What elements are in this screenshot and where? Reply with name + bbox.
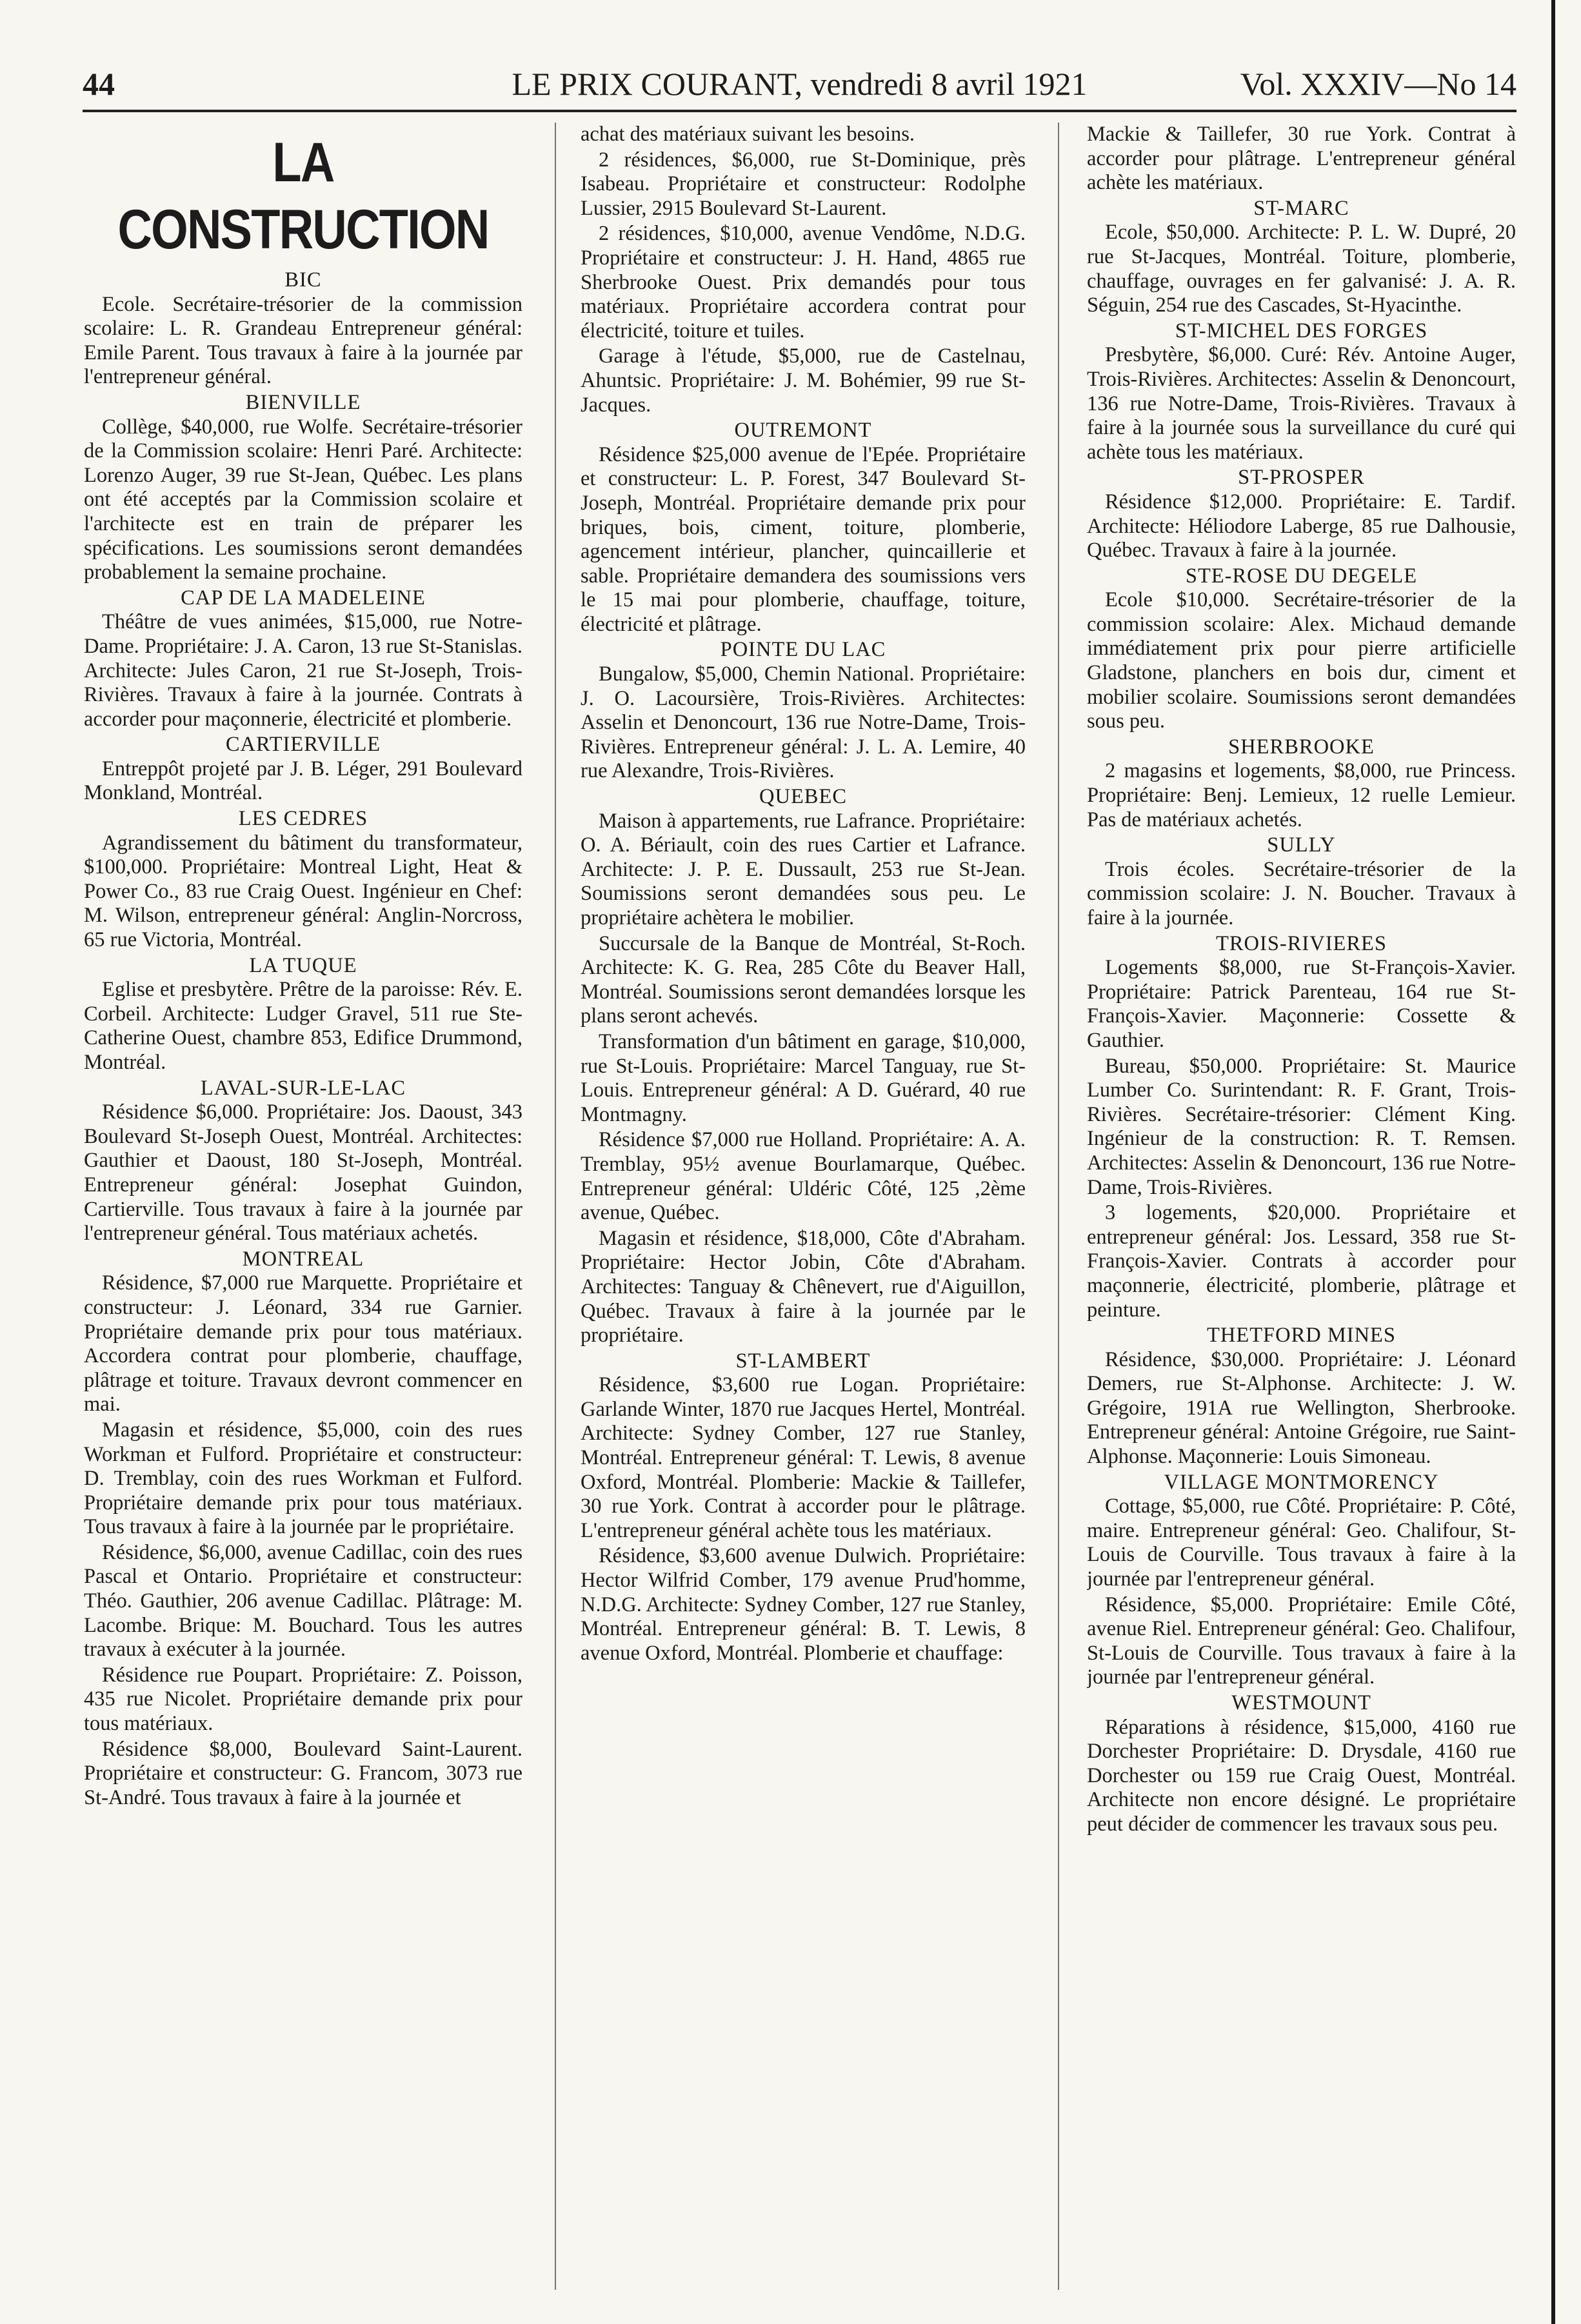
place-heading: ST-MICHEL DES FORGES: [1175, 319, 1428, 343]
notice-paragraph: Trois écoles. Secrétaire-trésorier de la commission scolaire: J. N. Boucher. Travaux à faire à la journée.: [1087, 857, 1516, 929]
notice-paragraph: Résidence, $3,600 avenue Dulwich. Propriétaire: Hector Wilfrid Comber, 179 avenue Prud'homme, N.D.G. Architecte: Sydney Comber, 127 rue Stanley, Montréal. Entrepreneur général: B. T. Lewis, 8 avenue Oxford, Montréal. Plomberie et chauffage:: [581, 1544, 1026, 1665]
notice-paragraph: Résidence, $30,000. Propriétaire: J. Léonard Demers, rue St-Alphonse. Architecte: J. W. Grégoire, 191A rue Wellington, Sherbrooke. Entrepreneur général: Antoine Grégoire, rue Saint-Alphonse. Maçonnerie: Louis Simoneau.: [1087, 1347, 1516, 1469]
notice-paragraph: Résidence $7,000 rue Holland. Propriétaire: A. A. Tremblay, 95½ avenue Bourlamarque, Québec. Entrepreneur général: Uldéric Côté, 125 ,2ème avenue, Québec.: [581, 1128, 1026, 1225]
place-heading: MONTREAL: [242, 1247, 364, 1271]
place-heading: OUTREMONT: [734, 419, 872, 442]
notice-paragraph: Résidence $25,000 avenue de l'Epée. Propriétaire et constructeur: L. P. Forest, 347 Boulevard St-Joseph, Montréal. Propriétaire demande prix pour briques, bois, ciment, toiture, plomberie, agencement intérieur, plancher, quincaillerie et sable. Propriétaire demandera des soumissions vers le 15 mai pour plomberie, chauffage, toiture, électricité et plâtrage.: [581, 442, 1026, 636]
place-heading: CAP DE LA MADELEINE: [181, 586, 426, 610]
place-heading: WESTMOUNT: [1231, 1691, 1371, 1714]
notice-paragraph: Résidence $12,000. Propriétaire: E. Tardif. Architecte: Héliodore Laberge, 85 rue Dalhousie, Québec. Travaux à faire à la journée.: [1087, 490, 1516, 562]
place-heading: ST-PROSPER: [1238, 466, 1365, 490]
place-heading: TROIS-RIVIERES: [1216, 931, 1387, 955]
notice-paragraph: Cottage, $5,000, rue Côté. Propriétaire: P. Côté, maire. Entrepreneur général: Geo. Chalifour, St-Louis de Courville. Tous travaux à faire à la journée par l'entrepreneur général.: [1087, 1495, 1516, 1591]
notice-paragraph: Résidence, $6,000, avenue Cadillac, coin des rues Pascal et Ontario. Propriétaire et constructeur: Théo. Gauthier, 206 avenue Cadillac. Plâtrage: M. Lacombe. Brique: M. Bouchard. Tous les autres travaux à exécuter à la journée.: [84, 1540, 522, 1662]
notice-paragraph: Agrandissement du bâtiment du transformateur, $100,000. Propriétaire: Montreal Light, Heat & Power Co., 83 rue Craig Ouest. Ingénieur en Chef: M. Wilson, entrepreneur général: Anglin-Norcross, 65 rue Victoria, Montréal.: [84, 831, 522, 952]
page-header: [83, 65, 1516, 112]
place-heading: LA TUQUE: [249, 953, 357, 977]
notice-paragraph: Résidence $6,000. Propriétaire: Jos. Daoust, 343 Boulevard St-Joseph Ouest, Montréal. Architectes: Gauthier et Daoust, 180 St-Joseph, Montréal. Entrepreneur général: Josephat Guindon, Cartierville. Tous travaux à faire à la journée par l'entrepreneur général. Tous matériaux achetés.: [84, 1100, 522, 1246]
notice-paragraph: Résidence, $3,600 rue Logan. Propriétaire: Garlande Winter, 1870 rue Jacques Hertel, Montréal. Architecte: Sydney Comber, 127 rue Stanley, Montréal. Entrepreneur général: T. Lewis, 8 avenue Oxford, Montréal. Plomberie: Mackie & Taillefer, 30 rue York. Contrat à accorder pour le plâtrage. L'entrepreneur général achète tous les matériaux.: [581, 1373, 1026, 1542]
notice-paragraph: Succursale de la Banque de Montréal, St-Roch. Architecte: K. G. Rea, 285 Côte du Beaver Hall, Montréal. Soumissions seront demandées lorsque les plans seront achevés.: [581, 931, 1026, 1028]
notice-paragraph: Entreppôt projeté par J. B. Léger, 291 Boulevard Monkland, Montréal.: [84, 757, 522, 805]
column-rule: [555, 123, 556, 2290]
notice-paragraph: Résidence, $5,000. Propriétaire: Emile Côté, avenue Riel. Entrepreneur général: Geo. Chalifour, St-Louis de Courville. Tous travaux à faire à la journée par l'entrepreneur général.: [1087, 1593, 1516, 1689]
notice-paragraph: 2 résidences, $6,000, rue St-Dominique, près Isabeau. Propriétaire et constructeur: Rodolphe Lussier, 2915 Boulevard St-Laurent.: [581, 148, 1026, 220]
notice-paragraph: Résidence rue Poupart. Propriétaire: Z. Poisson, 435 rue Nicolet. Propriétaire demande prix pour tous matériaux.: [84, 1663, 522, 1736]
notice-paragraph: Ecole $10,000. Secrétaire-trésorier de la commission scolaire: Alex. Michaud demande immédiatement prix pour pierre artificielle Gladstone, planchers en bois dur, ciment et mobilier scolaire. Soumissions seront demandées sous peu.: [1087, 588, 1516, 733]
page-edge: [1551, 0, 1555, 2324]
notice-paragraph: Bungalow, $5,000, Chemin National. Propriétaire: J. O. Lacoursière, Trois-Rivières. Architectes: Asselin et Denoncourt, 136 rue Notre-Dame, Trois-Rivières. Entrepreneur général: J. L. A. Lemire, 40 rue Alexandre, Trois-Rivières.: [581, 662, 1026, 783]
notice-paragraph: Magasin et résidence, $5,000, coin des rues Workman et Fulford. Propriétaire et constructeur: D. Tremblay, coin des rues Workman et Fulford. Propriétaire demande prix pour tous matériaux. Tous travaux à faire à la journée par le propriétaire.: [84, 1418, 522, 1539]
place-heading: LES CEDRES: [238, 807, 368, 831]
place-heading: SHERBROOKE: [1228, 735, 1375, 759]
notice-paragraph: Transformation d'un bâtiment en garage, $10,000, rue St-Louis. Propriétaire: Marcel Tanguay, rue St-Louis. Entrepreneur général: A D. Guérard, 40 rue Montmagny.: [581, 1029, 1026, 1126]
notice-paragraph: 3 logements, $20,000. Propriétaire et entrepreneur général: Jos. Lessard, 358 rue St-François-Xavier. Contrats à accorder pour maçonnerie, électricité, plomberie, plâtrage et peinture.: [1087, 1201, 1516, 1322]
place-heading: CARTIERVILLE: [225, 733, 381, 757]
notice-paragraph: Maison à appartements, rue Lafrance. Propriétaire: O. A. Bériault, coin des rues Cartier et Lafrance. Architecte: J. P. E. Dussault, 253 rue St-Jean. Soumissions seront demandées sous peu. Le propriétaire achètera le mobilier.: [581, 809, 1026, 929]
place-heading: POINTE DU LAC: [720, 638, 886, 662]
place-heading: ST-MARC: [1253, 196, 1349, 220]
volume-number: Vol. XXXIV—No 14: [1240, 66, 1516, 102]
place-heading: SULLY: [1267, 833, 1336, 857]
place-heading: BIC: [284, 268, 322, 292]
place-heading: STE-ROSE DU DEGELE: [1185, 564, 1418, 588]
place-heading: ST-LAMBERT: [735, 1349, 871, 1373]
notice-paragraph: Eglise et presbytère. Prêtre de la paroisse: Rév. E. Corbeil. Architecte: Ludger Gravel, 511 rue Ste-Catherine Ouest, chambre 853, Edifice Drummond, Montréal.: [84, 978, 522, 1074]
notice-paragraph: Garage à l'étude, $5,000, rue de Castelnau, Ahuntsic. Propriétaire: J. M. Bohémier, 99 rue St-Jacques.: [581, 344, 1026, 417]
notice-paragraph: Ecole. Secrétaire-trésorier de la commission scolaire: L. R. Grandeau Entrepreneur général: Emile Parent. Tous travaux à faire à la journée par l'entrepreneur général.: [84, 292, 522, 389]
notice-paragraph: Ecole, $50,000. Architecte: P. L. W. Dupré, 20 rue St-Jacques, Montréal. Toiture, plomberie, chauffage, ouvrages en fer galvanisé: J. A. R. Séguin, 254 rue des Cascades, St-Hyacinthe.: [1087, 221, 1516, 317]
section-title: LA CONSTRUCTION: [117, 132, 489, 261]
column-3: [1087, 123, 1516, 2290]
column-rule: [1058, 123, 1059, 2290]
notice-paragraph: Résidence, $7,000 rue Marquette. Propriétaire et constructeur: J. Léonard, 334 rue Garnier. Propriétaire demande prix pour tous matériaux. Accordera contrat pour plomberie, chauffage, plâtrage et toiture. Travaux devront commencer en mai.: [84, 1271, 522, 1416]
notice-paragraph: Presbytère, $6,000. Curé: Rév. Antoine Auger, Trois-Rivières. Architectes: Asselin & Denoncourt, 136 rue Notre-Dame, Trois-Rivières. Travaux à faire à la journée sous la surveillance du curé qui achète tous les matériaux.: [1087, 343, 1516, 464]
continued-paragraph: Mackie & Taillefer, 30 rue York. Contrat à accorder pour plâtrage. L'entrepreneur général achète les matériaux.: [1087, 123, 1516, 195]
notice-paragraph: Bureau, $50,000. Propriétaire: St. Maurice Lumber Co. Surintendant: R. F. Grant, Trois-Rivières. Secrétaire-trésorier: Clément King. Ingénieur de la construction: R. T. Remsen. Architectes: Asselin & Denoncourt, 136 rue Notre-Dame, Trois-Rivières.: [1087, 1054, 1516, 1199]
column-2: [581, 123, 1026, 2290]
column-1: [84, 123, 522, 2290]
place-heading: LAVAL-SUR-LE-LAC: [200, 1076, 406, 1100]
notice-paragraph: Collège, $40,000, rue Wolfe. Secrétaire-trésorier de la Commission scolaire: Henri Paré. Architecte: Lorenzo Auger, 39 rue St-Jean, Québec. Les plans ont été acceptés par la Commission scolaire et l'architecte est en train de préparer les spécifications. Les soumissions seront demandées probablement la semaine prochaine.: [84, 415, 522, 584]
notice-paragraph: 2 résidences, $10,000, avenue Vendôme, N.D.G. Propriétaire et constructeur: J. H. Hand, 4865 rue Sherbrooke Ouest. Prix demandés pour tous matériaux. Propriétaire accordera contrat pour électricité, toiture et tuiles.: [581, 222, 1026, 343]
notice-paragraph: Magasin et résidence, $18,000, Côte d'Abraham. Propriétaire: Hector Jobin, Côte d'Abraham. Architectes: Tanguay & Chênevert, rue d'Aiguillon, Québec. Travaux à faire à la journée par le propriétaire.: [581, 1226, 1026, 1347]
place-heading: THETFORD MINES: [1207, 1324, 1396, 1347]
place-heading: VILLAGE MONTMORENCY: [1164, 1470, 1439, 1494]
notice-paragraph: Réparations à résidence, $15,000, 4160 rue Dorchester Propriétaire: D. Drysdale, 4160 rue Dorchester ou 159 rue Craig Ouest, Montréal. Architecte non encore désigné. Le propriétaire peut décider de commencer les travaux sous peu.: [1087, 1715, 1516, 1836]
notice-paragraph: Logements $8,000, rue St-François-Xavier. Propriétaire: Patrick Parenteau, 164 rue St-François-Xavier. Maçonnerie: Cossette & Gauthier.: [1087, 956, 1516, 1052]
place-heading: BIENVILLE: [245, 390, 361, 414]
place-heading: QUEBEC: [759, 785, 847, 809]
running-title: LE PRIX COURANT, vendredi 8 avril 1921: [512, 66, 1088, 102]
continued-paragraph: achat des matériaux suivant les besoins.: [581, 123, 915, 146]
notice-paragraph: Théâtre de vues animées, $15,000, rue Notre-Dame. Propriétaire: J. A. Caron, 13 rue St-Stanislas. Architecte: Jules Caron, 21 rue St-Joseph, Trois-Rivières. Travaux à faire à la journée. Contrats à accorder pour maçonnerie, électricité et plomberie.: [84, 610, 522, 731]
notice-paragraph: 2 magasins et logements, $8,000, rue Princess. Propriétaire: Benj. Lemieux, 12 ruelle Lemieur. Pas de matériaux achetés.: [1087, 759, 1516, 831]
notice-paragraph: Résidence $8,000, Boulevard Saint-Laurent. Propriétaire et constructeur: G. Francom, 3073 rue St-André. Tous travaux à faire à la journée et: [84, 1737, 522, 1809]
page-number: 44: [83, 66, 115, 102]
